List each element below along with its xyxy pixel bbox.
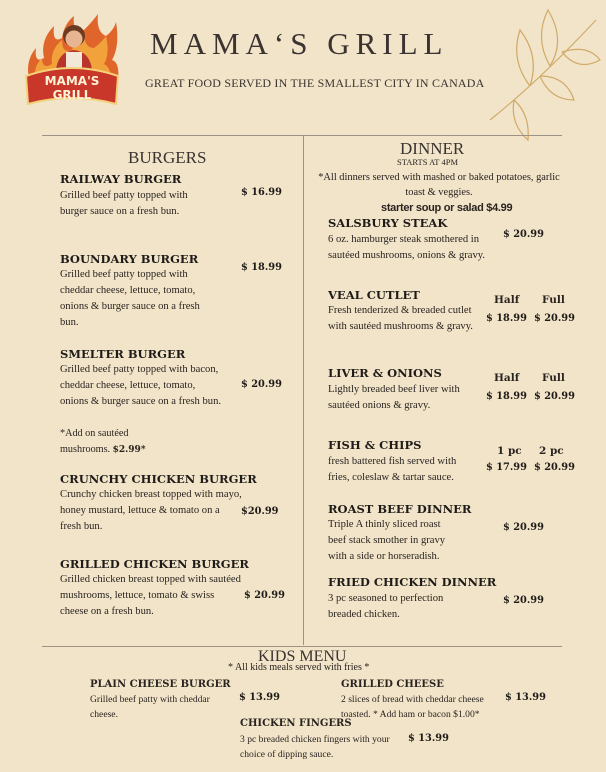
burger-price: $ 20.99 <box>244 590 285 601</box>
dinner-name: ROAST BEEF DINNER <box>328 502 472 516</box>
burger-price: $ 16.99 <box>241 187 282 198</box>
dinner-desc: 6 oz. hamburger steak smothered in sautéed mushrooms, onions & gravy. <box>328 234 486 261</box>
kids-title: KIDS MENU <box>258 648 347 665</box>
dinner-name: FRIED CHICKEN DINNER <box>328 575 497 589</box>
kids-desc: 3 pc breaded chicken fingers with your choice of dipping sauce. <box>240 734 390 760</box>
tagline: GREAT FOOD SERVED IN THE SMALLEST CITY IN CANADA <box>145 76 485 90</box>
burger-addon-note <box>60 426 170 458</box>
burger-desc: Grilled beef patty topped with cheddar cheese, lettuce, tomato, onions & burger sauce on a fresh bun. <box>60 269 200 328</box>
starter-offer: starter soup or salad $4.99 <box>381 202 513 214</box>
burger-price: $20.99 <box>241 506 279 517</box>
dinner-price-1: $ 18.99 <box>486 391 527 402</box>
dinner-desc: Fresh tenderized & breaded cutlet with sautéed mushrooms & gravy. <box>328 305 473 332</box>
kids-price: $ 13.99 <box>505 692 546 703</box>
option-header: 2 pc <box>539 445 564 457</box>
dinner-price-1: $ 17.99 <box>486 462 527 473</box>
dinner-price-2: $ 20.99 <box>534 391 575 402</box>
option-header: 1 pc <box>497 445 522 457</box>
header-divider <box>42 135 562 136</box>
dinner-price: $ 20.99 <box>503 595 544 606</box>
addon-note-text: *Add on sautéed mushrooms. <box>60 428 129 455</box>
option-header: Half <box>494 294 520 306</box>
burger-name: RAILWAY BURGER <box>60 172 182 186</box>
burger-name: BOUNDARY BURGER <box>60 252 199 266</box>
kids-name: PLAIN CHEESE BURGER <box>90 679 231 690</box>
burgers-title: BURGERS <box>128 148 207 167</box>
kids-desc: Grilled beef patty with cheddar cheese. <box>90 694 210 720</box>
dinner-name: LIVER & ONIONS <box>328 366 442 380</box>
page-title: MAMA‘S GRILL <box>150 26 449 61</box>
burger-price: $ 20.99 <box>241 379 282 390</box>
burger-desc: Grilled beef patty topped with burger sauce on a fresh bun. <box>60 190 188 217</box>
dinner-note: *All dinners served with mashed or baked potatoes, garlic toast & veggies. <box>318 172 560 198</box>
dinner-name: VEAL CUTLET <box>328 288 420 302</box>
logo-text-bottom: GRILL <box>52 88 92 102</box>
dinner-subtitle: STARTS AT 4PM <box>397 157 459 167</box>
burger-price: $ 18.99 <box>241 262 282 273</box>
mamas-grill-logo <box>22 12 122 108</box>
dinner-price-1: $ 18.99 <box>486 313 527 324</box>
kids-name: GRILLED CHEESE <box>341 679 444 690</box>
dinner-price-2: $ 20.99 <box>534 462 575 473</box>
addon-note-price: $2.99* <box>112 445 146 455</box>
dinner-desc: Lightly breaded beef liver with sautéed onions & gravy. <box>328 384 460 411</box>
burger-name: SMELTER BURGER <box>60 347 186 361</box>
burger-desc: Crunchy chicken breast topped with mayo, honey mustard, lettuce & tomato on a fresh bun. <box>60 489 242 532</box>
kids-price: $ 13.99 <box>408 733 449 744</box>
kids-divider <box>42 646 562 647</box>
kids-desc: 2 slices of bread with cheddar cheese toasted. * Add ham or bacon $1.00* <box>341 694 484 720</box>
dinner-price: $ 20.99 <box>503 522 544 533</box>
logo-text-top: MAMA'S <box>44 74 100 88</box>
option-header: Half <box>494 372 520 384</box>
dinner-desc: fresh battered fish served with fries, coleslaw & tartar sauce. <box>328 456 457 483</box>
burger-desc: Grilled beef patty topped with bacon, cheddar cheese, lettuce, tomato, onions & burger sauce on a fresh bun. <box>60 364 222 407</box>
dinner-desc: 3 pc seasoned to perfection breaded chicken. <box>328 593 444 620</box>
dinner-name: SALSBURY STEAK <box>328 216 448 230</box>
column-divider <box>303 135 304 645</box>
kids-price: $ 13.99 <box>239 692 280 703</box>
kids-note: * All kids meals served with fries * <box>228 662 370 673</box>
burger-desc: Grilled chicken breast topped with sautéed mushrooms, lettuce, tomato & swiss cheese on a fresh bun. <box>60 574 241 617</box>
option-header: Full <box>542 294 565 306</box>
burger-name: CRUNCHY CHICKEN BURGER <box>60 472 257 486</box>
dinner-price: $ 20.99 <box>503 229 544 240</box>
burger-name: GRILLED CHICKEN BURGER <box>60 557 249 571</box>
option-header: Full <box>542 372 565 384</box>
leaf-decoration <box>470 0 606 150</box>
dinner-title: DINNER <box>400 139 465 158</box>
kids-name: CHICKEN FINGERS <box>240 718 352 729</box>
dinner-desc: Triple A thinly sliced roast beef stack smother in gravy with a side or horseradish. <box>328 519 446 562</box>
dinner-name: FISH & CHIPS <box>328 438 422 452</box>
dinner-price-2: $ 20.99 <box>534 313 575 324</box>
